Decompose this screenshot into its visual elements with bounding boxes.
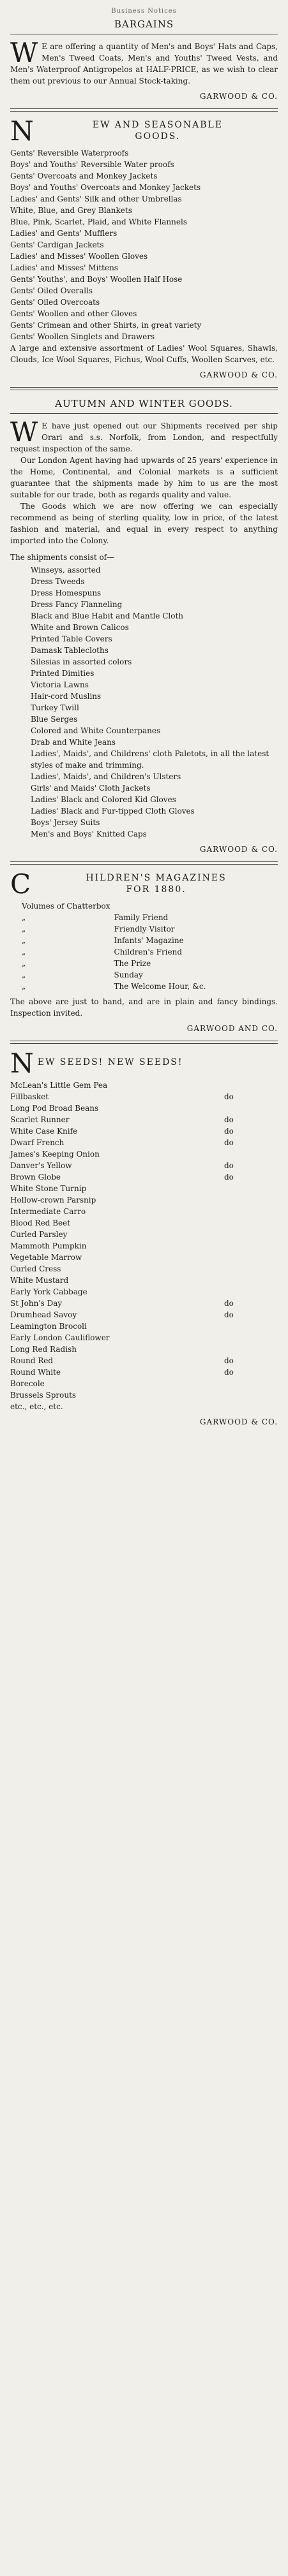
list-item: Blue, Pink, Scarlet, Plaid, and White Flannels bbox=[10, 217, 187, 226]
list-item: Ladies' Black and Fur-tipped Cloth Gloves bbox=[31, 807, 195, 816]
ditto-mark: do bbox=[224, 1310, 234, 1319]
seasonable-goods-ad bbox=[10, 119, 278, 381]
table-row bbox=[22, 900, 209, 912]
seed-name: James's Keeping Onion bbox=[10, 1150, 100, 1159]
seed-name: Intermediate Carro bbox=[10, 1207, 86, 1216]
list-item: Ladies' and Misses' Mittens bbox=[10, 263, 118, 272]
table-row bbox=[22, 969, 209, 981]
list-item bbox=[10, 1137, 278, 1148]
ditto-mark: do bbox=[224, 1127, 234, 1136]
seasonable-title-line2: GOODS. bbox=[135, 131, 181, 142]
list-item: Blue Serges bbox=[31, 715, 78, 724]
seeds-signature: GARWOOD & CO. bbox=[199, 1417, 278, 1426]
table-cell: Sunday bbox=[114, 970, 143, 979]
list-item: Gents' Crimean and other Shirts, in great variety bbox=[10, 321, 202, 330]
seed-name: White Case Knife bbox=[10, 1127, 78, 1136]
ditto-mark: do bbox=[224, 1115, 234, 1124]
seed-name: Vegetable Marrow bbox=[10, 1253, 82, 1262]
seed-name: Early London Cauliflower bbox=[10, 1333, 110, 1342]
table-cell: „ bbox=[22, 959, 26, 968]
list-item bbox=[10, 1366, 278, 1378]
list-item: Gents' Cardigan Jackets bbox=[10, 240, 104, 249]
list-item bbox=[10, 1079, 278, 1091]
list-item bbox=[10, 1125, 278, 1137]
list-item bbox=[10, 1091, 278, 1102]
list-item bbox=[10, 1332, 278, 1343]
ditto-mark bbox=[224, 1183, 239, 1194]
ditto-mark bbox=[224, 1401, 239, 1412]
list-item bbox=[10, 1160, 278, 1171]
list-item bbox=[10, 1286, 278, 1298]
list-item bbox=[10, 1355, 278, 1366]
ditto-mark bbox=[224, 1240, 239, 1252]
table-cell: Children's Friend bbox=[114, 948, 183, 956]
list-item bbox=[10, 1321, 278, 1332]
table-cell: Friendly Visitor bbox=[114, 925, 175, 933]
list-item bbox=[10, 1114, 278, 1125]
ditto-mark bbox=[224, 1206, 239, 1217]
ditto-mark: do bbox=[224, 1299, 234, 1308]
section-divider bbox=[10, 387, 278, 390]
bargains-body bbox=[10, 37, 278, 87]
seed-name: Curled Cress bbox=[10, 1264, 61, 1273]
table-cell: Family Friend bbox=[114, 913, 169, 922]
seeds-ad bbox=[10, 1051, 278, 1428]
ditto-mark bbox=[224, 1332, 239, 1343]
seed-name: Blood Red Beet bbox=[10, 1218, 71, 1227]
list-item bbox=[10, 1194, 278, 1206]
autumn-text-1: E have just opened out our Shipments received per ship Orari and s.s. Norfolk, from London, and respectfully request inspection of the same. bbox=[10, 421, 278, 453]
ditto-mark bbox=[224, 1378, 239, 1389]
ditto-mark bbox=[224, 1321, 239, 1332]
list-item bbox=[10, 1206, 278, 1217]
list-item: Gents' Oiled Overcoats bbox=[10, 298, 100, 307]
list-item: Hair-cord Muslins bbox=[31, 692, 102, 701]
ditto-mark bbox=[224, 1229, 239, 1240]
seed-name: White Stone Turnip bbox=[10, 1184, 87, 1193]
ditto-mark bbox=[224, 1148, 239, 1160]
ditto-mark bbox=[224, 1194, 239, 1206]
list-item: Girls' and Maids' Cloth Jackets bbox=[31, 784, 151, 793]
list-item bbox=[10, 1229, 278, 1240]
seed-name: Mammoth Pumpkin bbox=[10, 1241, 87, 1250]
list-item: Black and Blue Habit and Mantle Cloth bbox=[31, 611, 183, 620]
list-item bbox=[10, 1401, 278, 1412]
magazines-title-line2: FOR 1880. bbox=[126, 884, 186, 895]
list-item: Boys' and Youths' Overcoats and Monkey Jackets bbox=[10, 183, 201, 192]
bargains-ad bbox=[10, 18, 278, 102]
list-item: Gents' Oiled Overalls bbox=[10, 286, 93, 295]
magazines-heading bbox=[10, 872, 278, 895]
list-item bbox=[10, 1275, 278, 1286]
list-item bbox=[10, 1389, 278, 1401]
ditto-mark bbox=[224, 1343, 239, 1355]
table-cell: Volumes of Chatterbox bbox=[22, 902, 110, 911]
list-item bbox=[10, 1183, 278, 1194]
seed-name: Dwarf French bbox=[10, 1138, 64, 1147]
seed-name: Hollow-crown Parsnip bbox=[10, 1196, 96, 1204]
drop-cap: N bbox=[10, 119, 34, 142]
list-item: Ladies' Black and Colored Kid Gloves bbox=[31, 795, 176, 804]
table-cell: „ bbox=[22, 948, 26, 956]
ditto-mark: do bbox=[224, 1138, 234, 1147]
list-item: Ladies' and Gents' Mufflers bbox=[10, 229, 117, 238]
list-item: Boys' and Youths' Reversible Water proofs bbox=[10, 160, 174, 169]
drop-cap: N bbox=[10, 1051, 34, 1074]
seeds-list bbox=[10, 1079, 278, 1412]
table-cell: Infants' Magazine bbox=[114, 936, 184, 945]
seasonable-title-line1: EW AND SEASONABLE bbox=[92, 120, 223, 130]
list-item: Drab and White Jeans bbox=[31, 738, 116, 747]
drop-cap: W bbox=[10, 416, 38, 448]
list-item: Colored and White Counterpanes bbox=[31, 726, 161, 735]
seed-name: Scarlet Runner bbox=[10, 1115, 70, 1124]
seed-name: Round White bbox=[10, 1368, 61, 1377]
autumn-title: AUTUMN AND WINTER GOODS. bbox=[55, 398, 233, 409]
list-item: Gents' Youths', and Boys' Woollen Half Hose bbox=[10, 275, 183, 284]
table-row bbox=[22, 935, 209, 946]
seed-name: McLean's Little Gem Pea bbox=[10, 1081, 108, 1090]
list-item bbox=[10, 1263, 278, 1275]
drop-cap: W bbox=[10, 37, 38, 68]
seed-name: etc., etc., etc. bbox=[10, 1402, 63, 1411]
ditto-mark: do bbox=[224, 1173, 234, 1182]
ditto-mark bbox=[224, 1286, 239, 1298]
column-header: Business Notices bbox=[111, 8, 177, 15]
table-row bbox=[22, 923, 209, 935]
ditto-mark bbox=[224, 1275, 239, 1286]
autumn-para-1 bbox=[10, 416, 278, 455]
table-row bbox=[22, 958, 209, 969]
list-item bbox=[10, 1309, 278, 1321]
bargains-signature: GARWOOD & CO. bbox=[199, 92, 278, 101]
autumn-subhead: The shipments consist of— bbox=[10, 553, 115, 562]
ditto-mark bbox=[224, 1263, 239, 1275]
seed-name: Brown Globe bbox=[10, 1173, 61, 1182]
table-row bbox=[22, 946, 209, 958]
table-row bbox=[22, 981, 209, 992]
seed-name: Borecole bbox=[10, 1379, 45, 1388]
seed-name: Drumhead Savoy bbox=[10, 1310, 77, 1319]
seeds-title: EW SEEDS! NEW SEEDS! bbox=[37, 1057, 183, 1067]
list-item: Gents' Overcoats and Monkey Jackets bbox=[10, 172, 158, 180]
list-item bbox=[10, 1171, 278, 1183]
autumn-para-3: The Goods which we are now offering we can especially recommend as being of sterling quality, low in price, of the latest fashion and material, and equal in every respect to anything imported into the Colony. bbox=[10, 502, 278, 545]
list-item: Dress Fancy Flanneling bbox=[31, 600, 123, 609]
seed-name: Round Red bbox=[10, 1356, 54, 1365]
list-item bbox=[10, 1102, 278, 1114]
table-cell: „ bbox=[22, 982, 26, 991]
seeds-heading bbox=[10, 1051, 278, 1074]
bargains-title: BARGAINS bbox=[114, 18, 174, 30]
list-item bbox=[10, 1252, 278, 1263]
list-item: Printed Dimities bbox=[31, 669, 95, 678]
seed-name: Long Pod Broad Beans bbox=[10, 1104, 99, 1113]
list-item: Men's and Boys' Knitted Caps bbox=[31, 830, 147, 838]
list-item bbox=[10, 1343, 278, 1355]
list-item: Gents' Woollen and other Gloves bbox=[10, 309, 137, 318]
magazines-title-line1: HILDREN'S MAGAZINES bbox=[86, 873, 227, 883]
seed-name: St John's Day bbox=[10, 1299, 63, 1308]
divider bbox=[10, 413, 278, 414]
table-cell: „ bbox=[22, 936, 26, 945]
list-item: Ladies' and Gents' Silk and other Umbrellas bbox=[10, 194, 182, 203]
magazines-table bbox=[22, 900, 209, 992]
list-item bbox=[10, 1240, 278, 1252]
seasonable-items bbox=[10, 147, 278, 342]
magazines-ad bbox=[10, 872, 278, 1034]
list-item: Damask Tablecloths bbox=[31, 646, 109, 655]
list-item: Dress Tweeds bbox=[31, 577, 85, 586]
seasonable-signature: GARWOOD & CO. bbox=[199, 370, 278, 379]
ditto-mark: do bbox=[224, 1368, 234, 1377]
list-item: Turkey Twill bbox=[31, 703, 79, 712]
seasonable-closing: A large and extensive assortment of Ladies' Wool Squares, Shawls, Clouds, Ice Wool Squares, Fichus, Wool Cuffs, Woollen Scarves, etc. bbox=[10, 344, 278, 364]
list-item bbox=[10, 1298, 278, 1309]
seed-name: Curled Parsley bbox=[10, 1230, 68, 1239]
seed-name: Fillbasket bbox=[10, 1092, 49, 1101]
section-divider bbox=[10, 861, 278, 865]
seed-name: Brussels Sprouts bbox=[10, 1391, 77, 1400]
ditto-mark bbox=[224, 1102, 239, 1114]
table-cell: The Welcome Hour, &c. bbox=[114, 982, 206, 991]
list-item: Winseys, assorted bbox=[31, 566, 101, 574]
list-item bbox=[10, 1378, 278, 1389]
seed-name: White Mustard bbox=[10, 1276, 69, 1285]
list-item: Ladies' and Misses' Woollen Gloves bbox=[10, 252, 148, 261]
autumn-signature: GARWOOD & CO. bbox=[199, 845, 278, 854]
section-divider bbox=[10, 108, 278, 112]
seed-name: Early York Cabbage bbox=[10, 1287, 87, 1296]
list-item: White, Blue, and Grey Blankets bbox=[10, 206, 132, 215]
section-divider bbox=[10, 1041, 278, 1044]
ditto-mark bbox=[224, 1252, 239, 1263]
table-cell: The Prize bbox=[114, 959, 151, 968]
list-item: Ladies', Maids', and Children's Ulsters bbox=[31, 772, 181, 781]
list-item: Gents' Reversible Waterproofs bbox=[10, 149, 129, 157]
ditto-mark: do bbox=[224, 1092, 234, 1101]
seasonable-heading bbox=[10, 119, 278, 142]
list-item bbox=[10, 1217, 278, 1229]
list-item: Silesias in assorted colors bbox=[31, 657, 132, 666]
bargains-text: E are offering a quantity of Men's and Boys' Hats and Caps, Men's Tweed Coats, Men's and Youths' Tweed Vests, and Men's Waterproof Antigropelos at HALF-PRICE, as we wish to clear them out previous to our Annual Stock-taking. bbox=[10, 42, 278, 85]
ditto-mark bbox=[224, 1079, 239, 1091]
autumn-para-2: Our London Agent having had upwards of 25 years' experience in the Home, Continental, and Colonial markets is a sufficient guarantee that the shipments made by him to us are the most suitable for our trade, both as regards quality and value. bbox=[10, 456, 278, 499]
magazines-note: The above are just to hand, and are in plain and fancy bindings. Inspection invited. bbox=[10, 997, 278, 1018]
autumn-items bbox=[10, 564, 278, 840]
table-row bbox=[22, 912, 209, 923]
ditto-mark bbox=[224, 1389, 239, 1401]
ditto-mark: do bbox=[224, 1356, 234, 1365]
seed-name: Leamington Brocoli bbox=[10, 1322, 87, 1331]
ditto-mark: do bbox=[224, 1161, 234, 1170]
drop-cap: C bbox=[10, 872, 31, 895]
ditto-mark bbox=[224, 1217, 239, 1229]
list-item: Dress Homespuns bbox=[31, 589, 102, 597]
list-item bbox=[10, 1148, 278, 1160]
table-cell: „ bbox=[22, 970, 26, 979]
table-cell: „ bbox=[22, 925, 26, 933]
seed-name: Long Red Radish bbox=[10, 1345, 77, 1354]
seed-name: Danver's Yellow bbox=[10, 1161, 72, 1170]
list-item: Ladies', Maids', and Childrens' cloth Paletots, in all the latest styles of make and trimming. bbox=[31, 749, 269, 770]
table-cell bbox=[114, 900, 210, 912]
magazines-signature: GARWOOD AND CO. bbox=[186, 1024, 278, 1033]
list-item: Victoria Lawns bbox=[31, 680, 89, 689]
list-item: Boys' Jersey Suits bbox=[31, 818, 100, 827]
autumn-winter-ad bbox=[10, 398, 278, 855]
list-item: White and Brown Calicos bbox=[31, 623, 129, 632]
list-item: Gents' Woollen Singlets and Drawers bbox=[10, 332, 155, 341]
list-item: Printed Table Covers bbox=[31, 634, 112, 643]
table-cell: „ bbox=[22, 913, 26, 922]
